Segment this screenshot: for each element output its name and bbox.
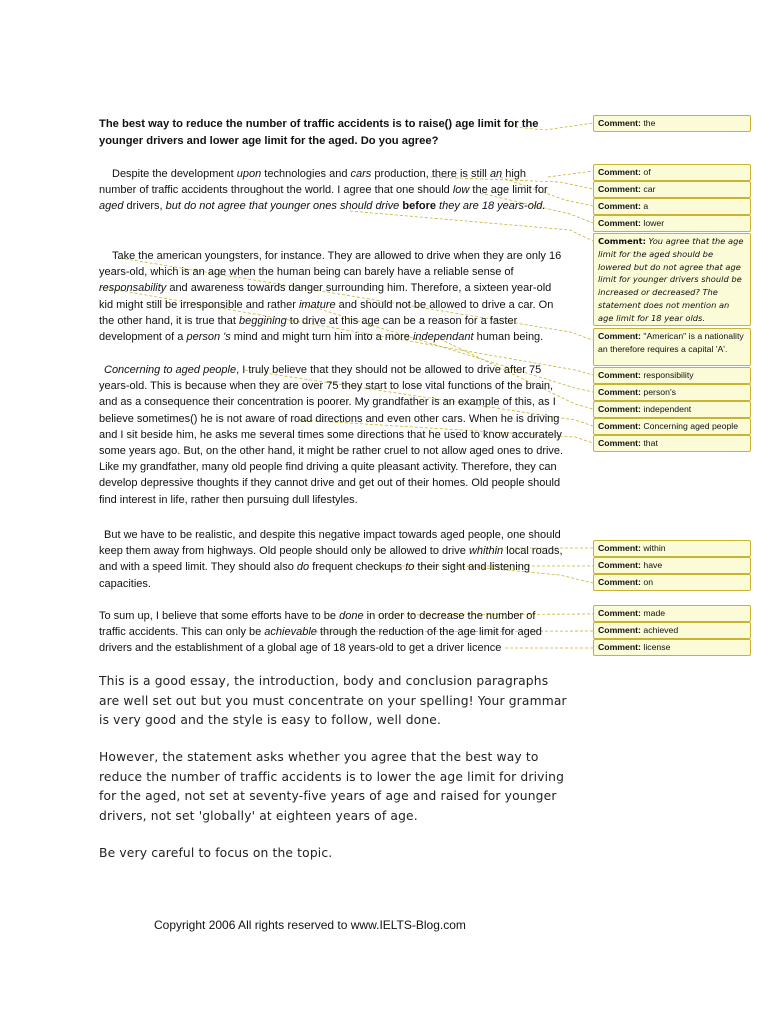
essay-title: The best way to reduce the number of traffic accidents is to raise() age limit for the younger drivers and lower age limit for the aged. Do you agree? (99, 118, 539, 147)
essay-paragraph-3: Concerning to aged people, I truly believe that they should not be allowed to drive after 75 years-old. This is because when they are over 75 they start to lose vital functions of the brain, and as a consequence their concentration is poorer. My grandfather is an example of this, as I believe sometimes() he is not aware of road directions and even other cars. When he is driving and I sit beside him, he asks me several times some directions that he used to know accurately some years ago. But, on the other hand, it might be rather cruel to not allow aged ones to drive. Like my grandfather, many old people find driving a quite pleasant activity. Therefore, they can develop depressive thoughts if they cannot drive and get out of their homes. Old people should find interest in life, rather then pursuing dull lifestyles. (99, 364, 564, 506)
comment-balloon[interactable]: Comment: car (593, 181, 751, 198)
essay-paragraph-4: But we have to be realistic, and despite this negative impact towards aged people, one should keep them away from highways. Old people should only be allowed to drive whithin local roads, and with a speed limit. They should also do frequent checkups to their sight and listening capacities. (99, 529, 563, 590)
error-highlight: to (405, 561, 415, 574)
error-highlight: they are 18 years-old. (435, 200, 546, 213)
comment-balloon[interactable]: Comment: "American" is a nationality an therefore requires a capital 'A'. (593, 328, 751, 366)
error-highlight: upon (236, 168, 262, 180)
error-highlight: responsability (99, 282, 167, 295)
comment-balloon[interactable]: Comment: achieved (593, 622, 751, 639)
comment-balloon[interactable]: Comment: on (593, 574, 751, 591)
comment-balloon[interactable]: Comment: the (593, 115, 751, 132)
error-highlight: independant (412, 331, 474, 344)
error-highlight: person 's (186, 331, 231, 344)
comment-balloon[interactable]: Comment: within (593, 540, 751, 557)
error-highlight: achievable (264, 626, 317, 639)
comment-balloon[interactable]: Comment: person's (593, 384, 751, 401)
essay-paragraph-2: Take the american youngsters, for instance. They are allowed to drive when they are only 16 years-old, which is an age when the human being can barely have a reliable sense of responsability and awareness towards danger surrounding him. Therefore, a sixteen year-old kid might still be irresponsible and rather imature and should not be allowed to drive a car. On the other hand, it is true that beggining to drive at this age can be a reason for a faster development of a person 's mind and might turn him into a more independant human being. (99, 250, 562, 344)
error-highlight: Concerning to aged people (104, 364, 237, 376)
comment-balloon[interactable]: Comment: have (593, 557, 751, 574)
error-highlight: imature (298, 298, 336, 311)
error-highlight: cars (350, 168, 372, 180)
feedback-paragraph-1: This is a good essay, the introduction, body and conclusion paragraphs are well set out but you must concentrate on your spelling! Your grammar is very good and the style is easy to follow, well done. (99, 674, 567, 727)
error-highlight: low (452, 184, 470, 197)
comment-balloon[interactable]: Comment: license (593, 639, 751, 656)
comment-balloon[interactable]: Comment: independent (593, 401, 751, 418)
feedback-paragraph-2: However, the statement asks whether you agree that the best way to reduce the number of traffic accidents is to lower the age limit for driving for the aged, not set at seventy-five years of age and raised for younger drivers, not set 'globally' at eighteen years of age. (99, 750, 565, 823)
comment-balloon[interactable]: Comment: Concerning aged people (593, 418, 751, 435)
error-highlight: whithin (468, 545, 504, 558)
comment-balloon[interactable]: Comment: a (593, 198, 751, 215)
error-highlight: do (296, 561, 310, 574)
comment-balloon[interactable]: Comment: of (593, 164, 751, 181)
error-highlight: aged (99, 200, 124, 213)
essay-paragraph-5: To sum up, I believe that some efforts have to be done in order to decrease the number of traffic accidents. This can only be achievable through the reduction of the age limit for aged drivers and the establishment of a global age of 18 years-old to get a driver licence (99, 610, 542, 655)
comment-balloon[interactable]: Comment: lower (593, 215, 751, 232)
error-highlight: done (339, 610, 364, 622)
copyright-footer: Copyright 2006 All rights reserved to www.IELTS-Blog.com (154, 918, 466, 932)
feedback-paragraph-3: Be very careful to focus on the topic. (99, 846, 333, 860)
error-highlight: beggining (239, 314, 287, 327)
comment-balloon[interactable]: Comment: responsibility (593, 367, 751, 384)
comment-balloon[interactable]: Comment: You agree that the age limit for the aged should be lowered but do not agree that age limit for younger drivers should be increased or decreased? The statement does not mention an age limit for 18 year olds. (593, 233, 751, 326)
comment-balloon[interactable]: Comment: made (593, 605, 751, 622)
comment-balloon[interactable]: Comment: that (593, 435, 751, 452)
error-highlight: but do not agree that younger ones should drive (165, 200, 400, 213)
error-highlight: an (489, 168, 503, 180)
essay-paragraph-1: Despite the development upon technologies and cars production, there is still an high number of traffic accidents throughout the world. I agree that one should low the age limit for aged drivers, but do not agree that younger ones should drive before they are 18 years-old. (99, 168, 548, 213)
